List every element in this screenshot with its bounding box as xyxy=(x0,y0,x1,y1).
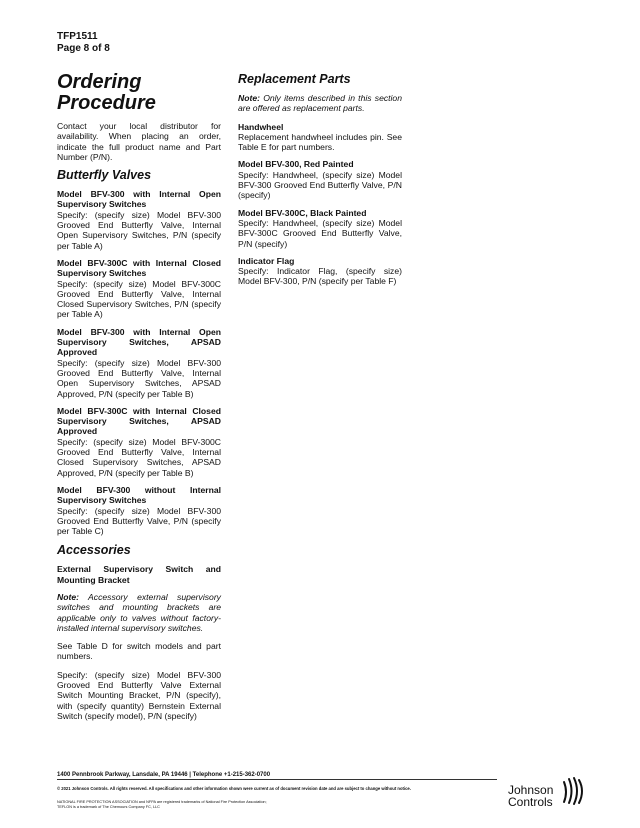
bfv-item xyxy=(57,406,221,478)
bfv-item-text: Specify: (specify size) Model BFV-300 Grooved End Butterfly Valve, Internal Open Supervisory Switches, P/N (specify per Table A) xyxy=(57,209,221,251)
trademark-line: TEFLON is a trademark of The Chemours Company FC, LLC xyxy=(57,805,160,809)
johnson-controls-logo xyxy=(508,776,588,816)
right-column xyxy=(238,72,402,294)
logo-line-2: Controls xyxy=(508,795,553,809)
accessory-note xyxy=(57,592,221,633)
bfv-item-title: Model BFV-300 with Internal Open Supervisory Switches, APSAD Approved xyxy=(57,326,221,358)
note-text: Only items described in this section are offered as replacement parts. xyxy=(238,93,402,114)
part-item-text: Replacement handwheel includes pin. See Table E for part numbers. xyxy=(238,131,402,153)
bfv-item-title: Model BFV-300 with Internal Open Supervisory Switches xyxy=(57,189,221,210)
bfv-item-title: Model BFV-300C with Internal Closed Supervisory Switches, APSAD Approved xyxy=(57,405,221,437)
part-item-title: Handwheel xyxy=(238,121,284,132)
doc-id: TFP1511 xyxy=(57,31,98,42)
intro-text: Contact your local distributor for availability. When placing an order, indicate the full product name and Part Number (P/N). xyxy=(57,121,221,162)
logo-text xyxy=(508,784,553,808)
logo-mark-icon xyxy=(560,776,588,806)
bfv-item xyxy=(57,189,221,251)
title-line-2: Procedure xyxy=(57,92,156,114)
footer-copyright: © 2021 Johnson Controls. All rights reserved. All specifications and other information shown were current as of document revision date and are subject to change without notice. xyxy=(57,786,411,791)
note-text: Accessory external supervisory switches and mounting brackets are applicable only to valves without factory-installed internal supervisory switches. xyxy=(57,591,221,633)
replacement-parts-heading: Replacement Parts xyxy=(238,72,351,86)
accessory-paragraph: See Table D for switch models and part numbers. xyxy=(57,641,221,662)
footer-trademarks xyxy=(57,800,267,810)
part-item xyxy=(238,159,402,200)
title-line-1: Ordering xyxy=(57,71,142,93)
bfv-item xyxy=(57,485,221,536)
bfv-item xyxy=(57,258,221,320)
bfv-item xyxy=(57,327,221,399)
accessory-title: External Supervisory Switch and Mounting Bracket xyxy=(57,564,221,585)
left-column xyxy=(57,72,221,729)
replacement-note xyxy=(238,93,402,114)
part-item xyxy=(238,122,402,153)
bfv-item-text: Specify: (specify size) Model BFV-300 Grooved End Butterfly Valve, P/N (specify per Table C) xyxy=(57,505,221,537)
note-label: Note: xyxy=(57,591,79,602)
butterfly-valves-heading: Butterfly Valves xyxy=(57,168,152,183)
note-label: Note: xyxy=(238,93,260,103)
bfv-item-text: Specify: (specify size) Model BFV-300C Grooved End Butterfly Valve, Internal Closed Supervisory Switches, APSAD Approved, P/N (specify per Table B) xyxy=(57,436,221,478)
bfv-item-text: Specify: (specify size) Model BFV-300C Grooved End Butterfly Valve, Internal Closed Supervisory Switches, P/N (specify per Table A) xyxy=(57,278,221,320)
part-item-text: Specify: Handwheel, (specify size) Model BFV-300 Grooved End Butterfly Valve, P/N (specify) xyxy=(238,169,402,201)
part-item xyxy=(238,208,402,249)
part-item-title: Model BFV-300C, Black Painted xyxy=(238,207,367,218)
bfv-item-title: Model BFV-300C with Internal Closed Supervisory Switches xyxy=(57,257,221,279)
accessory-paragraph: Specify: (specify size) Model BFV-300 Grooved End Butterfly Valve External Switch Mounting Bracket, P/N (specify), with (specify quantity) Bernstein External Switch (specify model), P/N (specify) xyxy=(57,669,221,721)
accessories-heading: Accessories xyxy=(57,543,131,558)
page-number: Page 8 of 8 xyxy=(57,43,110,54)
bfv-item-text: Specify: (specify size) Model BFV-300 Grooved End Butterfly Valve, Internal Open Supervisory Switches, APSAD Approved, P/N (specify per Table B) xyxy=(57,357,221,399)
part-item-text: Specify: Indicator Flag, (specify size) Model BFV-300, P/N (specify per Table F) xyxy=(238,266,402,287)
page-header xyxy=(57,31,110,55)
footer-divider xyxy=(57,779,497,780)
bfv-item-title: Model BFV-300 without Internal Supervisory Switches xyxy=(57,484,221,506)
trademark-line: NATIONAL FIRE PROTECTION ASSOCIATION and NFPA are registered trademarks of National Fire Protection Association; xyxy=(57,800,267,804)
part-item-text: Specify: Handwheel, (specify size) Model BFV-300C Grooved End Butterfly Valve, P/N (specify) xyxy=(238,217,402,249)
part-item xyxy=(238,256,402,287)
ordering-title xyxy=(57,72,221,114)
part-item-title: Model BFV-300, Red Painted xyxy=(238,159,354,170)
part-item-title: Indicator Flag xyxy=(238,255,295,266)
logo-line-1: Johnson xyxy=(508,783,554,797)
footer-address: 1400 Pennbrook Parkway, Lansdale, PA 19446 | Telephone +1-215-362-0700 xyxy=(57,772,271,778)
